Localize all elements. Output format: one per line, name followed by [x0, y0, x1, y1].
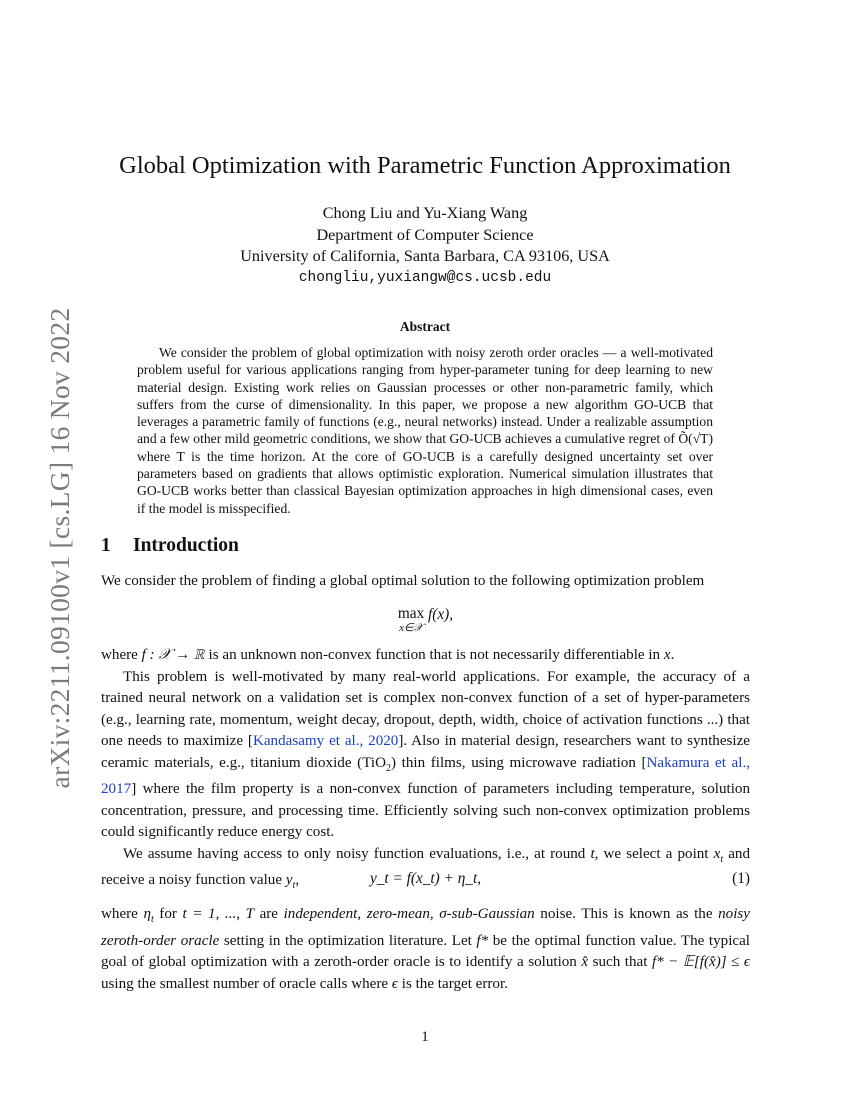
intro-text: such that [588, 954, 652, 971]
variable-x: x [663, 647, 671, 663]
optimization-equation [101, 606, 750, 636]
intro-text: ]. Also in material design, researchers want to synthesize ceramic materials, e.g., titanium dioxide (TiO [101, 733, 751, 771]
intro-text: noise. This is known as the [534, 906, 719, 922]
section-title: Introduction [133, 535, 239, 556]
paper-title: Global Optimization with Parametric Function Approximation [119, 152, 731, 179]
variable-eta: η [143, 906, 151, 922]
time-range: t = 1, ..., T [182, 906, 254, 922]
citation-kandasamy-2020[interactable]: Kandasamy et al., 2020 [252, 733, 399, 749]
equation-1 [101, 870, 750, 888]
oracle-term: noisy zeroth-order oracle [101, 906, 750, 949]
intro-paragraph-1 [101, 571, 750, 593]
max-operator [398, 606, 424, 636]
intro-text-1: We consider the problem of finding a global optimal solution to the following optimization problem [101, 573, 705, 589]
intro-text: using the smallest number of oracle calls where [101, 975, 392, 992]
intro-text: . [670, 647, 675, 663]
objective-function: f(x), [424, 606, 454, 623]
author-email: chongliu,yuxiangw@cs.ucsb.edu [298, 269, 552, 286]
variable-subscript: t [292, 880, 296, 892]
abstract-regret-bound: Õ(√T) [678, 431, 713, 447]
max-operator-text: max [397, 605, 425, 622]
intro-text: ] where the film property is a non-convex function of parameters including temperature, solution concentration, pressure, and processing time. Efficiently solving such non-convex optimization problems could significantly reduce energy cost. [101, 781, 750, 841]
solution-xhat: x̂ [581, 954, 589, 971]
variable-subscript: t [150, 914, 154, 926]
intro-text: are [254, 906, 284, 922]
intro-text: ) thin films, using microwave radiation [ [390, 754, 647, 771]
noise-description: independent, zero-mean, σ-sub-Gaussian [283, 906, 535, 922]
author-department: Department of Computer Science [316, 225, 534, 244]
intro-text: where [101, 906, 144, 922]
intro-text: , we select a point [594, 845, 714, 862]
intro-text: for [153, 906, 183, 922]
intro-text: is an unknown non-convex function that is not necessarily differentiable in [204, 647, 664, 663]
arxiv-identifier-text: arXiv:2211.09100v1 [cs.LG] 16 Nov 2022 [44, 307, 75, 789]
function-definition: f : 𝒳 → ℝ [141, 647, 205, 663]
intro-text: We assume having access to only noisy function evaluations, i.e., at round [123, 845, 591, 862]
tio2-subscript: 2 [385, 762, 391, 774]
equation-1-body: y_t = f(x_t) + η_t, [369, 870, 482, 887]
error-condition: f* − 𝔼[f(x̂)] ≤ ϵ [651, 954, 750, 971]
intro-text: is the target error. [397, 975, 508, 992]
variable-x: x [713, 845, 721, 862]
equation-1-number: (1) [732, 870, 750, 887]
page-number: 1 [421, 1029, 429, 1045]
author-names: Chong Liu and Yu-Xiang Wang [322, 204, 528, 222]
author-block [0, 203, 850, 289]
citation-nakamura-2017[interactable]: Nakamura et al., 2017 [101, 754, 750, 798]
intro-paragraph-3 [101, 667, 750, 844]
intro-paragraphs [101, 645, 750, 897]
intro-text: be the optimal function value. The typical goal of global optimization with a zeroth-order oracle is to identify a solution [101, 932, 751, 971]
section-number: 1 [101, 535, 111, 556]
optimal-value: f* [476, 932, 489, 949]
intro-paragraph-5 [101, 904, 750, 995]
variable-subscript: t [720, 853, 724, 865]
intro-text: This problem is well-motivated by many real-world applications. For example, the accuracy of a trained neural network on a validation set is complex non-convex function of a set of hyper-parameters (e.g., learning rate, momentum, weight decay, dropout, depth, width, choice of activation functions ...) that one needs to maximize [ [101, 668, 750, 749]
abstract-body [137, 344, 713, 517]
variable-epsilon: ϵ [391, 975, 398, 992]
intro-paragraph-2 [101, 645, 750, 667]
abstract-text-1: We consider the problem of global optimization with noisy zeroth order oracles — a well-motivated problem useful for various applications ranging from hyper-parameter tuning for deep learning to new material design. Existing work relies on Gaussian processes or other non-parametric family, which suffers from the curse of dimensionality. In this paper, we propose a new algorithm GO-UCB that leverages a parametric family of functions (e.g., neural networks) instead. Under a realizable assumption and a few other mild geometric conditions, we show that GO-UCB achieves a cumulative regret of [137, 345, 713, 447]
author-affiliation: University of California, Santa Barbara, CA 93106, USA [240, 247, 610, 265]
max-operator-subscript: x∈𝒳 [399, 622, 424, 634]
abstract-paragraph [137, 344, 713, 517]
intro-paragraph-5-text [101, 904, 750, 995]
intro-text: where [101, 647, 142, 663]
variable-t: t [590, 845, 595, 862]
intro-text: setting in the optimization literature. Let [219, 932, 477, 949]
abstract-heading: Abstract [399, 319, 451, 334]
intro-text: and receive a noisy function value [101, 845, 750, 889]
abstract-text-2: where T is the time horizon. At the core of GO-UCB is a carefully designed uncertainty set over parameters based on gradients that allows optimistic exploration. Numerical simulation illustrates that GO-UCB works better than classical Bayesian optimization approaches in high dimensional cases, even if the model is misspecified. [137, 448, 713, 516]
variable-y: y [285, 872, 293, 889]
intro-text: , [295, 872, 300, 889]
section-heading-introduction [101, 535, 239, 557]
